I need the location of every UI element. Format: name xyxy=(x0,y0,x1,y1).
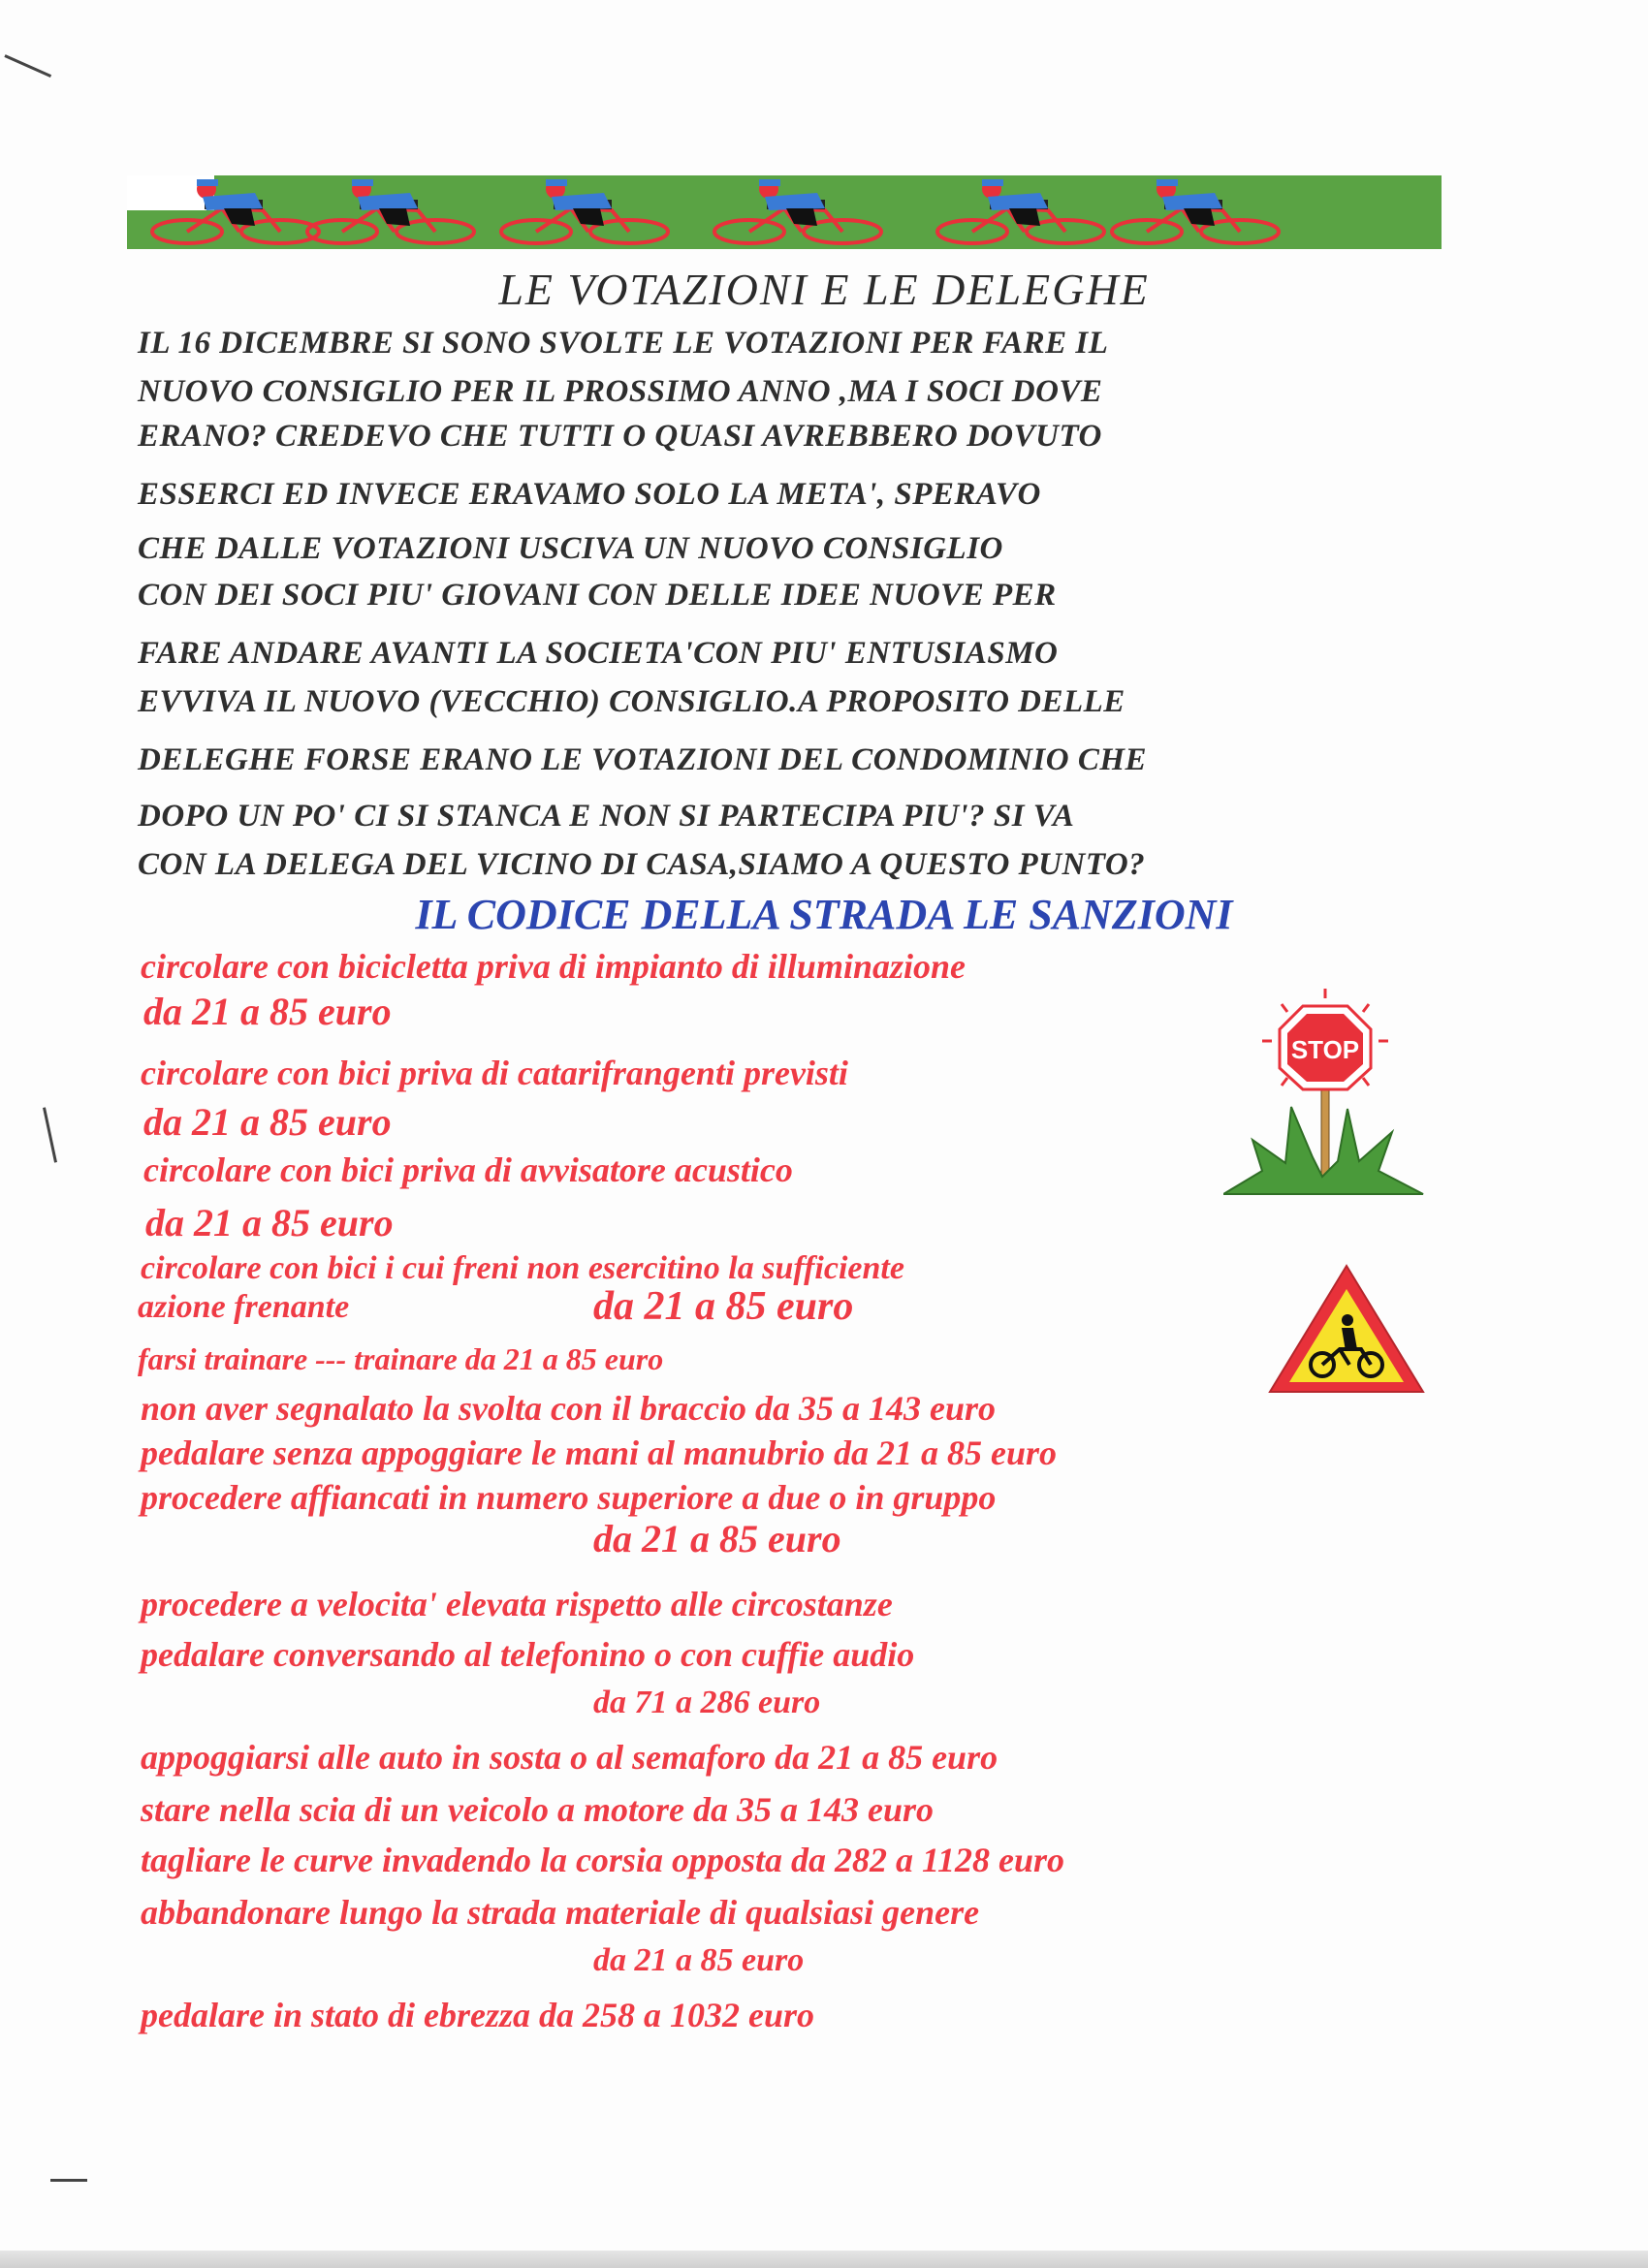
sanzione-line: procedere a velocita' elevata rispetto alle circostanze xyxy=(141,1585,893,1623)
stop-sign-icon xyxy=(1223,987,1427,1212)
sanzione-line: da 21 a 85 euro xyxy=(593,1284,854,1329)
article-line: CON DEI SOCI PIU' GIOVANI CON DELLE IDEE NUOVE PER xyxy=(138,578,1057,613)
sanzione-line: da 21 a 85 euro xyxy=(143,1100,392,1144)
sanzione-line: pedalare conversando al telefonino o con cuffie audio xyxy=(141,1635,915,1674)
sanzione-line: da 21 a 85 euro xyxy=(143,990,392,1033)
article-line: DOPO UN PO' CI SI STANCA E NON SI PARTECIPA PIU'? SI VA xyxy=(138,799,1075,834)
sanzione-line: stare nella scia di un veicolo a motore da 35 a 143 euro xyxy=(141,1790,934,1829)
sanzioni-title: IL CODICE DELLA STRADA LE SANZIONI xyxy=(415,891,1233,938)
sanzione-line: da 21 a 85 euro xyxy=(145,1201,394,1244)
sanzione-line: da 71 a 286 euro xyxy=(593,1685,821,1720)
sanzione-line: appoggiarsi alle auto in sosta o al semaforo da 21 a 85 euro xyxy=(141,1738,998,1777)
sanzione-line: circolare con bici priva di avvisatore acustico xyxy=(143,1150,793,1189)
article-line: ERANO? CREDEVO CHE TUTTI O QUASI AVREBBERO DOVUTO xyxy=(138,419,1102,454)
sanzione-line: abbandonare lungo la strada materiale di qualsiasi genere xyxy=(141,1893,980,1932)
article-line: CHE DALLE VOTAZIONI USCIVA UN NUOVO CONSIGLIO xyxy=(138,531,1003,566)
sanzione-line: circolare con bici i cui freni non esercitino la sufficiente xyxy=(141,1250,904,1286)
article-line: NUOVO CONSIGLIO PER IL PROSSIMO ANNO ,MA I SOCI DOVE xyxy=(138,374,1103,409)
sanzione-line: pedalare in stato di ebrezza da 258 a 1032 euro xyxy=(141,1996,815,2034)
sanzione-line: da 21 a 85 euro xyxy=(593,1517,841,1560)
cyclist-warning-sign-icon xyxy=(1264,1260,1429,1396)
sanzione-line: da 21 a 85 euro xyxy=(593,1942,805,1978)
article-title: LE VOTAZIONI E LE DELEGHE xyxy=(498,265,1150,314)
sanzione-line: azione frenante xyxy=(138,1289,350,1325)
sanzione-line: pedalare senza appoggiare le mani al manubrio da 21 a 85 euro xyxy=(141,1433,1058,1472)
sanzione-line: farsi trainare --- trainare da 21 a 85 euro xyxy=(138,1341,664,1376)
article-line: FARE ANDARE AVANTI LA SOCIETA'CON PIU' ENTUSIASMO xyxy=(138,636,1059,671)
article-line: EVVIVA IL NUOVO (VECCHIO) CONSIGLIO.A PROPOSITO DELLE xyxy=(138,684,1125,719)
article-line: CON LA DELEGA DEL VICINO DI CASA,SIAMO A QUESTO PUNTO? xyxy=(138,847,1146,882)
sanzione-line: circolare con bici priva di catarifrangenti previsti xyxy=(141,1054,848,1092)
article-line: ESSERCI ED INVECE ERAVAMO SOLO LA META', SPERAVO xyxy=(138,477,1041,512)
sanzione-line: procedere affiancati in numero superiore a due o in gruppo xyxy=(141,1478,997,1517)
stop-sign-label: STOP xyxy=(1290,1035,1360,1064)
sanzione-line: circolare con bicicletta priva di impianto di illuminazione xyxy=(141,947,966,986)
sanzione-line: tagliare le curve invadendo la corsia opposta da 282 a 1128 euro xyxy=(141,1841,1064,1879)
sanzione-line: non aver segnalato la svolta con il braccio da 35 a 143 euro xyxy=(141,1389,996,1428)
article-line: DELEGHE FORSE ERANO LE VOTAZIONI DEL CONDOMINIO CHE xyxy=(138,742,1148,777)
article-line: IL 16 DICEMBRE SI SONO SVOLTE LE VOTAZIONI PER FARE IL xyxy=(138,326,1109,361)
